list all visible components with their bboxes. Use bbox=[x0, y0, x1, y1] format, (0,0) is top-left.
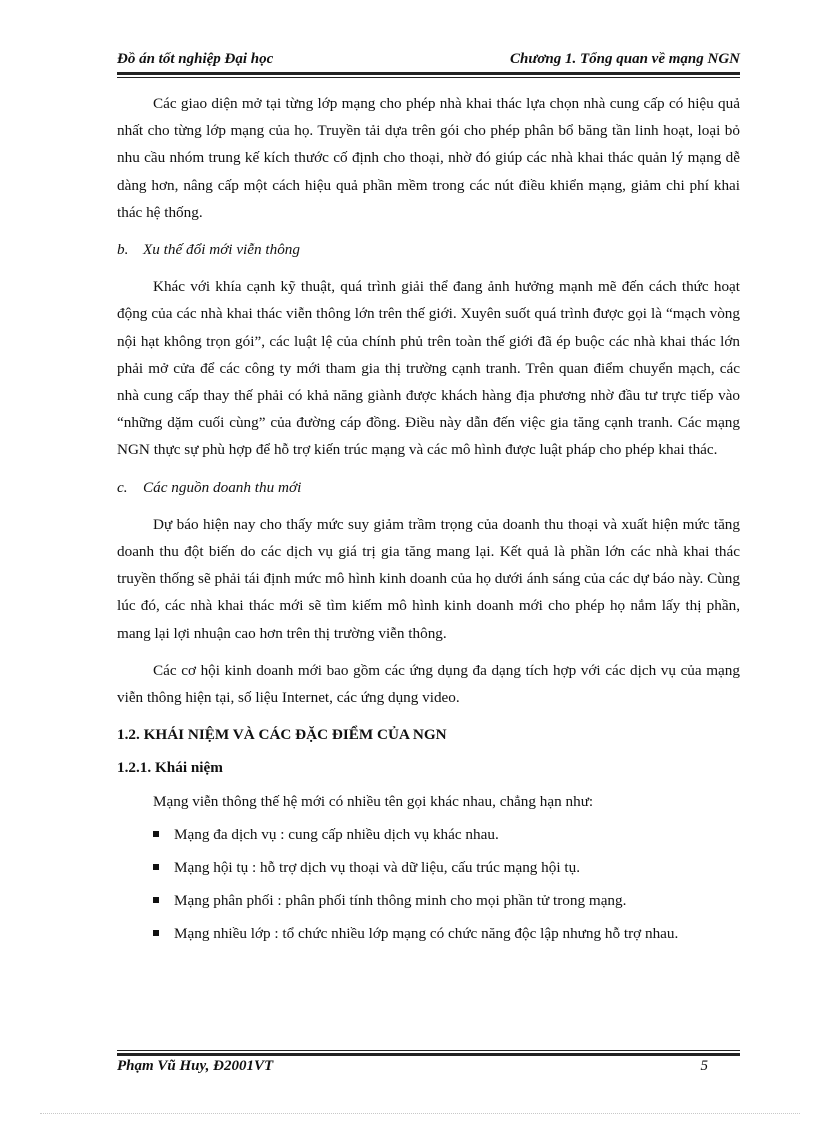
page-header bbox=[117, 48, 740, 72]
page-body bbox=[117, 90, 740, 954]
header-rule-thin bbox=[117, 77, 740, 78]
page-number: 5 bbox=[700, 1058, 708, 1074]
paragraph-revenue-forecast: Dự báo hiện nay cho thấy mức suy giảm trầm trọng của doanh thu thoại và xuất hiện mức tăng doanh thu đột biến do các dịch vụ giá trị gia tăng mang lại. Kết quả là phần lớn các nhà khai thác truyền thống sẽ phải tái định mức mô hình kinh doanh của họ dưới ánh sáng của các dự báo này. Cùng lúc đó, các nhà khai thác mới sẽ tìm kiếm mô hình kinh doanh mới cho phép họ nắm lấy thị phần, mang lại lợi nhuận cao hơn trên thị trường viễn thông. bbox=[117, 515, 740, 642]
bullet-square-icon bbox=[153, 930, 159, 936]
subsection-b-label: b. bbox=[117, 241, 129, 259]
ngn-names-list bbox=[117, 821, 740, 948]
paragraph-business-opportunities: Các cơ hội kinh doanh mới bao gồm các ứng dụng đa dạng tích hợp với các dịch vụ của mạng viễn thông hiện tại, số liệu Internet, các ứng dụng video. bbox=[117, 661, 740, 707]
subsection-c-title: Các nguồn doanh thu mới bbox=[143, 478, 302, 496]
section-heading-1-2: 1.2. KHÁI NIỆM VÀ CÁC ĐẶC ĐIỂM CỦA NGN bbox=[117, 726, 447, 744]
header-document-title: Đồ án tốt nghiệp Đại học bbox=[117, 51, 274, 67]
concept-intro: Mạng viễn thông thế hệ mới có nhiều tên gọi khác nhau, chẳng hạn như: bbox=[153, 792, 594, 810]
header-chapter-title: Chương 1. Tổng quan về mạng NGN bbox=[510, 51, 740, 67]
paragraph-telecom-trends: Khác với khía cạnh kỹ thuật, quá trình giải thể đang ảnh hưởng mạnh mẽ đến cách thức hoạt động của các nhà khai thác viễn thông lớn trên thế giới. Xuyên suốt quá trình được gọi là “mạch vòng nội hạt không trọn gói”, các luật lệ của chính phủ trên toàn thế giới đã ép buộc các nhà khai thác lớn phải mở cửa để các công ty mới tham gia thị trường cạnh tranh. Trên quan điểm chuyển mạch, các nhà cung cấp thay thế phải có khả năng giành được khách hàng địa phương nhờ đầu tư trực tiếp vào “những dặm cuối cùng” của đường cáp đồng. Điều này dẫn đến việc gia tăng cạnh tranh. Các mạng NGN thực sự phù hợp để hỗ trợ kiến trúc mạng và các mô hình được luật pháp cho phép khai thác. bbox=[117, 278, 740, 459]
list-item: Mạng nhiều lớp : tổ chức nhiều lớp mạng có chức năng độc lập nhưng hỗ trợ nhau. bbox=[117, 920, 740, 947]
page-footer bbox=[117, 1058, 740, 1080]
list-item: Mạng phân phối : phân phối tính thông minh cho mọi phần tử trong mạng. bbox=[117, 887, 740, 914]
subsection-c-label: c. bbox=[117, 478, 128, 496]
bullet-square-icon bbox=[153, 831, 159, 837]
list-item: Mạng hội tụ : hỗ trợ dịch vụ thoại và dữ liệu, cấu trúc mạng hội tụ. bbox=[117, 854, 740, 881]
subsection-c bbox=[117, 474, 740, 501]
bullet-square-icon bbox=[153, 864, 159, 870]
bullet-square-icon bbox=[153, 897, 159, 903]
subsection-b bbox=[117, 236, 740, 263]
header-rule-thick bbox=[117, 72, 740, 75]
list-item: Mạng đa dịch vụ : cung cấp nhiều dịch vụ khác nhau. bbox=[117, 821, 740, 848]
section-heading-1-2-1: 1.2.1. Khái niệm bbox=[117, 759, 223, 777]
subsection-b-title: Xu thế đổi mới viễn thông bbox=[143, 241, 300, 259]
footer-author: Phạm Vũ Huy, Đ2001VT bbox=[117, 1058, 274, 1074]
footer-rule-thin bbox=[117, 1050, 740, 1051]
footer-rule-thick bbox=[117, 1053, 740, 1056]
page-bottom-dotted-line bbox=[40, 1113, 800, 1114]
paragraph-open-interfaces: Các giao diện mở tại từng lớp mạng cho phép nhà khai thác lựa chọn nhà cung cấp có hiệu quả nhất cho từng lớp mạng của họ. Truyền tải dựa trên gói cho phép phân bổ băng tần linh hoạt, loại bỏ nhu cầu nhóm trung kế kích thước cố định cho thoại, nhờ đó giúp các nhà khai thác quản lý mạng dễ dàng hơn, nâng cấp một cách hiệu quả phần mềm trong các nút điều khiển mạng, giảm chi phí khai thác hệ thống. bbox=[117, 95, 740, 221]
